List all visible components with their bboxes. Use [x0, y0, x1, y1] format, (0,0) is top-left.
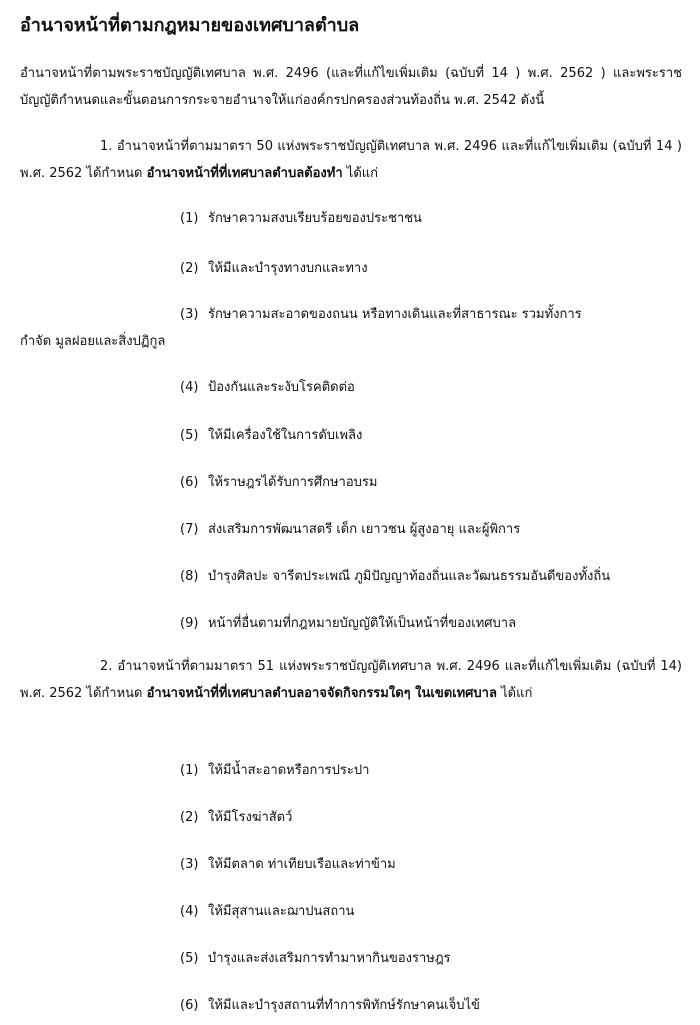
- section-1-item: [180, 205, 422, 232]
- item-number: (3): [180, 307, 199, 322]
- section-1-item: [180, 374, 355, 401]
- section-1-tail: ได้แก่: [346, 166, 379, 181]
- item-number: (2): [180, 261, 199, 276]
- item-number: (4): [180, 380, 199, 395]
- item-text: ป้องกันและระงับโรคติดต่อ: [208, 380, 355, 395]
- item-text: ให้ราษฎรได้รับการศึกษาอบรม: [208, 475, 378, 490]
- section-1-item: [180, 610, 516, 637]
- item-text: ให้มีสุสานและฌาปนสถาน: [208, 904, 355, 919]
- section-2-item: [180, 804, 292, 831]
- section-1-item: [180, 563, 610, 590]
- item-text: รักษาความสะอาดของถนน หรือทางเดินและที่สาธารณะ รวมทั้งการ: [208, 307, 582, 322]
- item-text: บำรุงและส่งเสริมการทำมาหากินของราษฎร: [208, 951, 451, 966]
- item-text: ให้มีและบำรุงสถานที่ทำการพิทักษ์รักษาคนเจ็บไข้: [208, 998, 480, 1013]
- item-number: (5): [180, 951, 199, 966]
- item-text: หน้าที่อื่นตามที่กฎหมายบัญญัติให้เป็นหน้าที่ของเทศบาล: [208, 616, 517, 631]
- item-number: (1): [180, 211, 199, 226]
- section-2-lead: 2. อำนาจหน้าที่ตามมาตรา 51 แห่งพระราชบัญญัติเทศบาล พ.ศ. 2496 และที่แก้ไขเพิ่มเติม (ฉบับที่ 14) พ.ศ. 2562 ได้กำหนด: [20, 659, 682, 701]
- intro-paragraph: อำนาจหน้าที่ตามพระราชบัญญัติเทศบาล พ.ศ. 2496 (และที่แก้ไขเพิ่มเติม (ฉบับที่ 14 ) พ.ศ. 2562 ) และพระราชบัญญัติกำหนดและขั้นตอนการกระจายอำนาจให้แก่องค์กรปกครองส่วนท้องถิ่น พ.ศ. 2542 ดังนี้: [20, 66, 682, 108]
- item-number: (3): [180, 857, 199, 872]
- item-text: ให้มีและบำรุงทางบกและทาง: [208, 261, 368, 276]
- item-text: ให้มีโรงฆ่าสัตว์: [208, 810, 293, 825]
- item-number: (5): [180, 428, 199, 443]
- item-number: (4): [180, 904, 199, 919]
- section-2-item: [180, 992, 480, 1019]
- section-1-item-continuation: กำจัด มูลฝอยและสิ่งปฏิกูล: [20, 334, 166, 349]
- item-number: (7): [180, 522, 199, 537]
- section-2-paragraph: [20, 653, 682, 707]
- item-number: (9): [180, 616, 199, 631]
- section-2-tail: ได้แก่: [501, 686, 533, 701]
- section-2-item: [180, 757, 369, 784]
- item-number: (6): [180, 998, 199, 1013]
- section-2-item: [180, 851, 396, 878]
- section-1-item: [180, 422, 362, 449]
- section-1-item: [180, 516, 520, 543]
- section-1-item: [180, 301, 582, 328]
- item-number: (6): [180, 475, 199, 490]
- section-1-item: [180, 255, 368, 282]
- page-title: อำนาจหน้าที่ตามกฎหมายของเทศบาลตำบล: [20, 15, 360, 36]
- item-text: ให้มีน้ำสะอาดหรือการประปา: [208, 763, 370, 778]
- item-text: รักษาความสงบเรียบร้อยของประชาชน: [208, 211, 422, 226]
- section-2-bold: อำนาจหน้าที่ที่เทศบาลตำบลอาจจัดกิจกรรมใดๆ ในเขตเทศบาล: [146, 686, 497, 701]
- item-number: (8): [180, 569, 199, 584]
- item-text: ให้มีตลาด ท่าเทียบเรือและท่าข้าม: [208, 857, 396, 872]
- section-2-item: [180, 898, 354, 925]
- section-1-lead: 1. อำนาจหน้าที่ตามมาตรา 50 แห่งพระราชบัญญัติเทศบาล พ.ศ. 2496 และที่แก้ไขเพิ่มเติม (ฉบับที่ 14 ) พ.ศ. 2562 ได้กำหนด: [20, 139, 682, 181]
- item-number: (2): [180, 810, 199, 825]
- item-text: ส่งเสริมการพัฒนาสตรี เด็ก เยาวชน ผู้สูงอายุ และผู้พิการ: [208, 522, 521, 537]
- item-text: ให้มีเครื่องใช้ในการดับเพลิง: [208, 428, 363, 443]
- item-number: (1): [180, 763, 199, 778]
- item-text: บำรุงศิลปะ จารีตประเพณี ภูมิปัญญาท้องถิ่นและวัฒนธรรมอันดีของทั้งถิ่น: [208, 569, 611, 584]
- section-1-paragraph: [20, 133, 682, 187]
- section-1-item: [180, 469, 377, 496]
- section-2-item: [180, 945, 451, 972]
- section-1-bold: อำนาจหน้าที่ที่เทศบาลตำบลต้องทำ: [146, 166, 343, 181]
